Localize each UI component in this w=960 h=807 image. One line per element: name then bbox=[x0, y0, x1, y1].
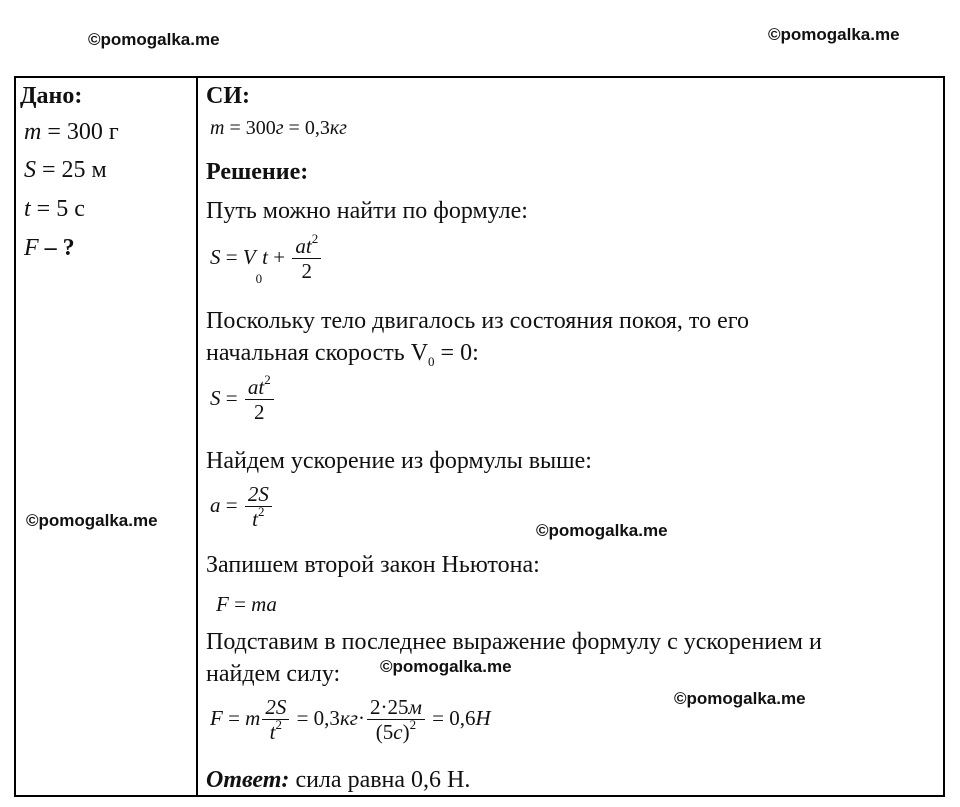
watermark: ©pomogalka.me bbox=[674, 689, 806, 708]
formula-force: F = m $\frac{2S}{t^2}$ = 0,3кг· $\frac{2\cdot 25м}{(5с)^2}$ = 0,6Н bbox=[210, 695, 491, 744]
formula-acceleration: a = $\frac{2S}{t^2}$ bbox=[210, 484, 274, 530]
solution-text: найдем силу: bbox=[206, 661, 341, 687]
answer-text: сила равна 0,6 Н. bbox=[289, 767, 471, 793]
si-formula: m = 300г = 0,3кг bbox=[210, 117, 347, 139]
given-heading: Дано: bbox=[20, 83, 83, 109]
si-heading: СИ: bbox=[206, 83, 250, 109]
solution-text: Запишем второй закон Ньютона: bbox=[206, 552, 540, 578]
solution-text: начальная скорость $V_0 = 0$: bbox=[206, 340, 479, 369]
watermark: ©pomogalka.me bbox=[768, 25, 900, 44]
table-frame bbox=[14, 76, 945, 797]
watermark: ©pomogalka.me bbox=[88, 30, 220, 49]
solution-text: Подставим в последнее выражение формулу с ускорением и bbox=[206, 629, 822, 655]
formula-newton: F = ma bbox=[216, 592, 277, 616]
given-line: m = 300 г bbox=[24, 119, 119, 145]
watermark: ©pomogalka.me bbox=[380, 657, 512, 676]
watermark: ©pomogalka.me bbox=[536, 521, 668, 540]
answer bbox=[206, 768, 470, 792]
answer-label: Ответ: bbox=[206, 767, 290, 793]
formula-path-rest: S = $\frac{at^2}{2}$ bbox=[210, 377, 276, 423]
solution-text: Путь можно найти по формуле: bbox=[206, 198, 528, 224]
solution-heading: Решение: bbox=[206, 159, 309, 185]
solution-text: Поскольку тело двигалось из состояния покоя, то его bbox=[206, 308, 749, 334]
given-line: F – ? bbox=[24, 235, 75, 261]
solution-text: Найдем ускорение из формулы выше: bbox=[206, 448, 592, 474]
formula-path: $S = V_0t$ + $\frac{at^2}{2}$ bbox=[210, 236, 323, 282]
given-line: S = 25 м bbox=[24, 157, 107, 183]
given-line: t = 5 с bbox=[24, 196, 85, 222]
watermark: ©pomogalka.me bbox=[26, 511, 158, 530]
column-divider bbox=[196, 76, 198, 797]
